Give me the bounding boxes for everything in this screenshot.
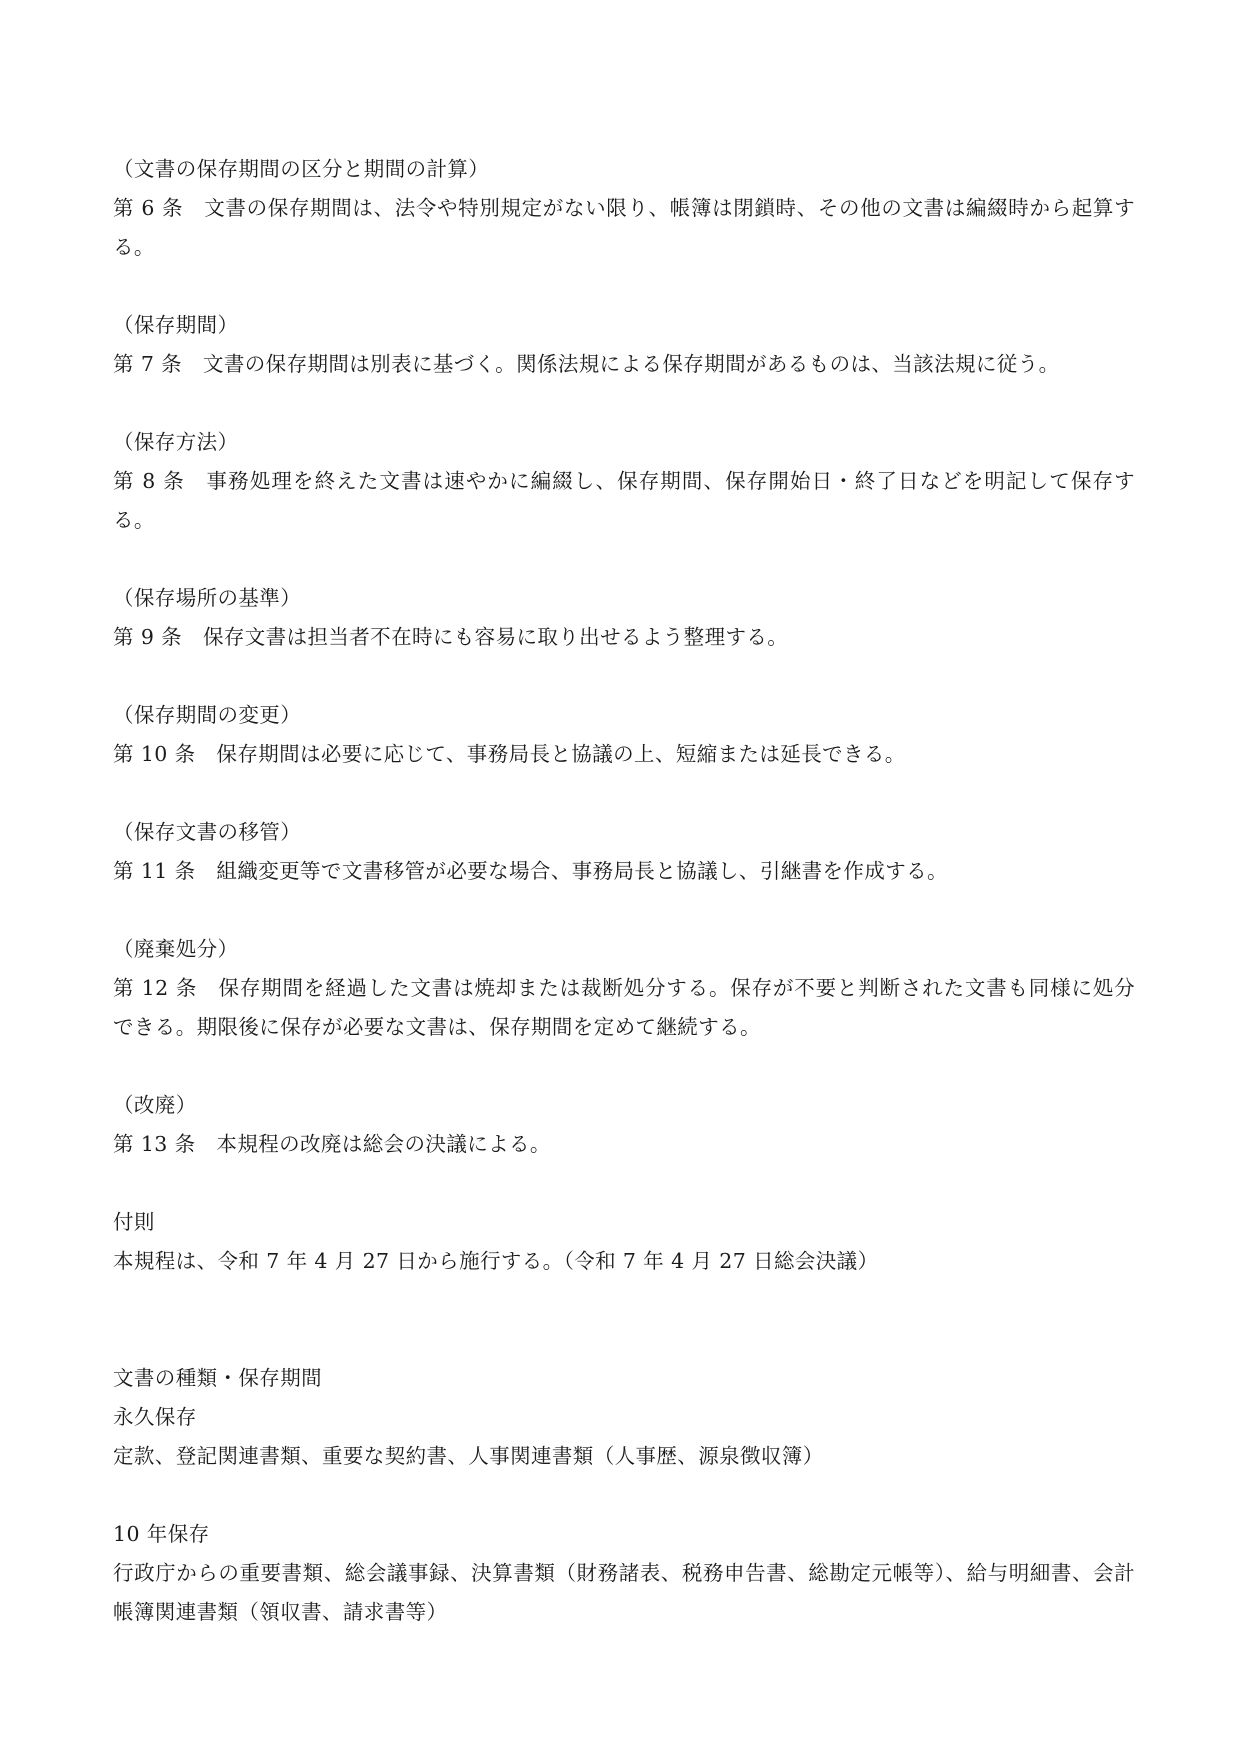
article-13-heading: （改廃） [113,1093,197,1117]
article-7-text: 第 7 条 文書の保存期間は別表に基づく。関係法規による保存期間があるものは、当該法規に従う。 [113,352,1060,376]
document-body [113,150,1135,1632]
article-10-heading: （保存期間の変更） [113,703,302,727]
article-6-text: 第 6 条 文書の保存期間は、法令や特別規定がない限り、帳簿は閉鎖時、その他の文書は編綴時から起算する。 [113,196,1135,259]
article-9-heading: （保存場所の基準） [113,586,302,610]
article-6-heading: （文書の保存期間の区分と期間の計算） [113,157,490,181]
article-10-text: 第 10 条 保存期間は必要に応じて、事務局長と協議の上、短縮または延長できる。 [113,742,906,766]
supplementary-text: 本規程は、令和 7 年 4 月 27 日から施行する。（令和 7 年 4 月 27 日総会決議） [113,1249,879,1273]
retention-permanent-label: 永久保存 [113,1405,197,1429]
supplementary-heading: 付則 [113,1210,155,1234]
article-8-heading: （保存方法） [113,430,239,454]
article-13-text: 第 13 条 本規程の改廃は総会の決議による。 [113,1132,551,1156]
article-12-heading: （廃棄処分） [113,937,239,961]
article-11-heading: （保存文書の移管） [113,820,302,844]
retention-ten-years-label: 10 年保存 [113,1522,210,1546]
retention-ten-years-items: 行政庁からの重要書類、総会議事録、決算書類（財務諸表、税務申告書、総勘定元帳等）、給与明細書、会計帳簿関連書類（領収書、請求書等） [113,1561,1135,1624]
retention-permanent-items: 定款、登記関連書類、重要な契約書、人事関連書類（人事歴、源泉徴収簿） [113,1444,824,1468]
article-7-heading: （保存期間） [113,313,239,337]
retention-title: 文書の種類・保存期間 [113,1366,322,1390]
article-11-text: 第 11 条 組織変更等で文書移管が必要な場合、事務局長と協議し、引継書を作成する。 [113,859,948,883]
article-9-text: 第 9 条 保存文書は担当者不在時にも容易に取り出せるよう整理する。 [113,625,789,649]
article-8-text: 第 8 条 事務処理を終えた文書は速やかに編綴し、保存期間、保存開始日・終了日などを明記して保存する。 [113,469,1135,532]
article-12-text: 第 12 条 保存期間を経過した文書は焼却または裁断処分する。保存が不要と判断された文書も同様に処分できる。期限後に保存が必要な文書は、保存期間を定めて継続する。 [113,976,1135,1039]
